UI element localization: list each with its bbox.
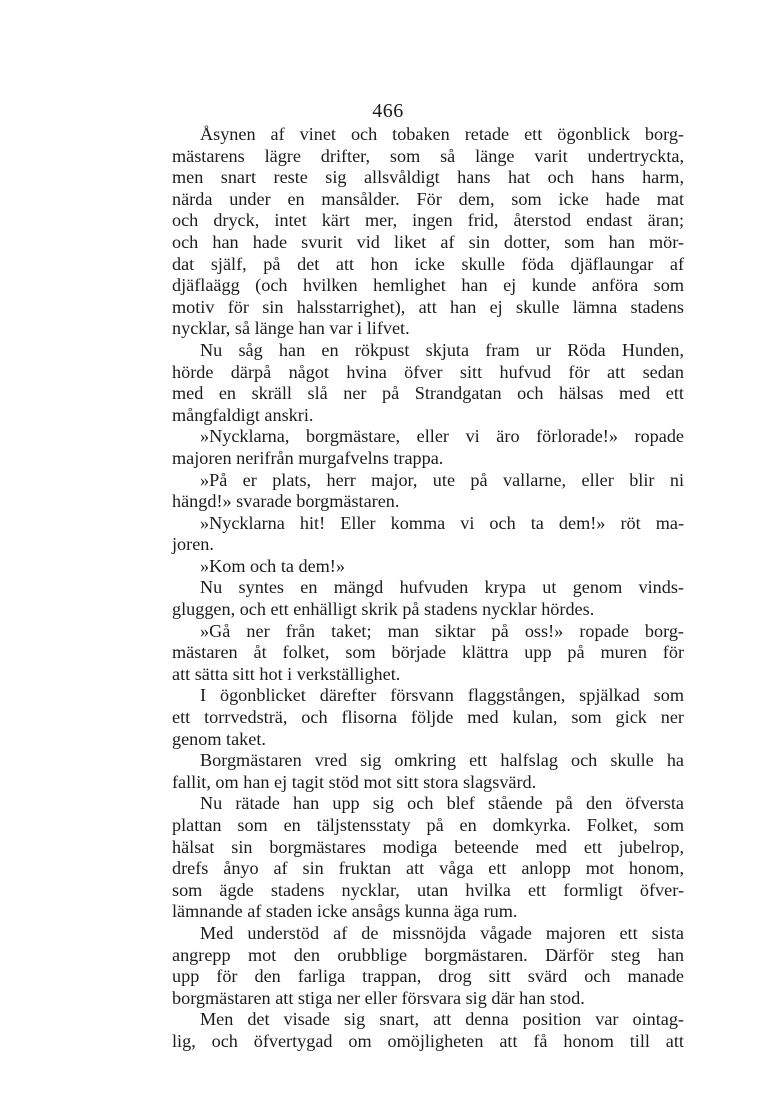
text-line: dat själf, på det att hon icke skulle föda djäflaungar af [172, 253, 684, 274]
text-line: Nu syntes en mängd hufvuden krypa ut genom vinds- [200, 577, 684, 598]
text-line: Åsynen af vinet och tobaken retade ett ögonblick borg- [200, 124, 684, 144]
text-line: ett torrvedsträ, och flisorna följde med kulan, som gick ner [172, 707, 684, 728]
text-line: borgmästaren att stiga ner eller försvara sig där han stod. [172, 987, 585, 1008]
text-line: genom taket. [172, 728, 266, 749]
text-line: hörde därpå något hvina öfver sitt hufvud för att sedan [172, 361, 684, 382]
text-line: Borgmästaren vred sig omkring ett halfslag och skulle ha [200, 750, 684, 771]
text-line: hängd!» svarade borgmästaren. [172, 491, 400, 512]
text-line: »På er plats, herr major, ute på vallarne, eller blir ni [200, 469, 684, 490]
text-line: att sätta sitt hot i verkställighet. [172, 663, 401, 684]
text-line: fallit, om han ej tagit stöd mot sitt stora slagsvärd. [172, 771, 537, 792]
text-line: som ägde stadens nycklar, utan hvilka ett formligt öfver- [172, 879, 684, 900]
text-line: angrepp mot den orubblige borgmästaren. Därför steg han [172, 944, 684, 965]
text-line: lig, och öfvertygad om omöjligheten att få honom till att [172, 1030, 684, 1051]
text-line: drefs ånyo af sin fruktan att våga ett anlopp mot honom, [172, 858, 684, 879]
text-line: hälsat sin borgmästares modiga beteende med ett jubelrop, [172, 836, 684, 857]
text-line: joren. [172, 534, 214, 555]
text-line: och han hade svurit vid liket af sin dotter, som han mör- [172, 231, 684, 252]
text-line: med en skräll slå ner på Strandgatan och hälsas med ett [172, 383, 684, 404]
text-line: men snart reste sig allsvåldigt hans hat och hans harm, [172, 167, 684, 188]
text-line: »Nycklarna hit! Eller komma vi och ta dem!» röt ma- [200, 512, 684, 533]
text-line: I ögonblicket därefter försvann flaggstången, spjälkad som [200, 685, 684, 706]
text-line: Nu rätade han upp sig och blef stående på den öfversta [200, 793, 684, 814]
text-line: plattan som en täljstensstaty på en domkyrka. Folket, som [172, 815, 684, 835]
text-line: Med understöd af de missnöjda vågade majoren ett sista [200, 922, 684, 943]
text-line: »Nycklarna, borgmästare, eller vi äro förlorade!» ropade [200, 426, 684, 447]
text-line: »Gå ner från taket; man siktar på oss!» ropade borg- [200, 620, 684, 641]
text-line: majoren nerifrån murgafvelns trappa. [172, 447, 444, 468]
text-line: mästaren åt folket, som började klättra upp på muren för [172, 642, 684, 663]
text-line: närda under en mansålder. För dem, som icke hade mat [172, 188, 684, 209]
text-line: lämnande af staden icke ansågs kunna äga rum. [172, 901, 518, 922]
text-line: Men det visade sig snart, att denna position var ointag- [200, 1009, 684, 1030]
text-line: djäflaägg (och hvilken hemlighet han ej kunde anföra som [172, 275, 684, 296]
text-line: nycklar, så länge han var i lifvet. [172, 318, 410, 339]
text-line: mästarens lägre drifter, som så länge varit undertryckta, [172, 145, 684, 166]
text-line: upp för den farliga trappan, drog sitt svärd och manade [172, 966, 684, 987]
text-line: mångfaldigt anskri. [172, 404, 314, 425]
page-number: 466 [372, 100, 404, 122]
text-line: motiv för sin halsstarrighet), att han ej skulle lämna stadens [172, 296, 684, 317]
text-line: gluggen, och ett enhälligt skrik på stadens nycklar hördes. [172, 599, 595, 620]
text-line: »Kom och ta dem!» [200, 555, 345, 576]
body-text [172, 124, 684, 1053]
text-line: och dryck, intet kärt mer, ingen frid, återstod endast äran; [172, 210, 684, 231]
text-line: Nu såg han en rökpust skjuta fram ur Röda Hunden, [200, 339, 684, 360]
